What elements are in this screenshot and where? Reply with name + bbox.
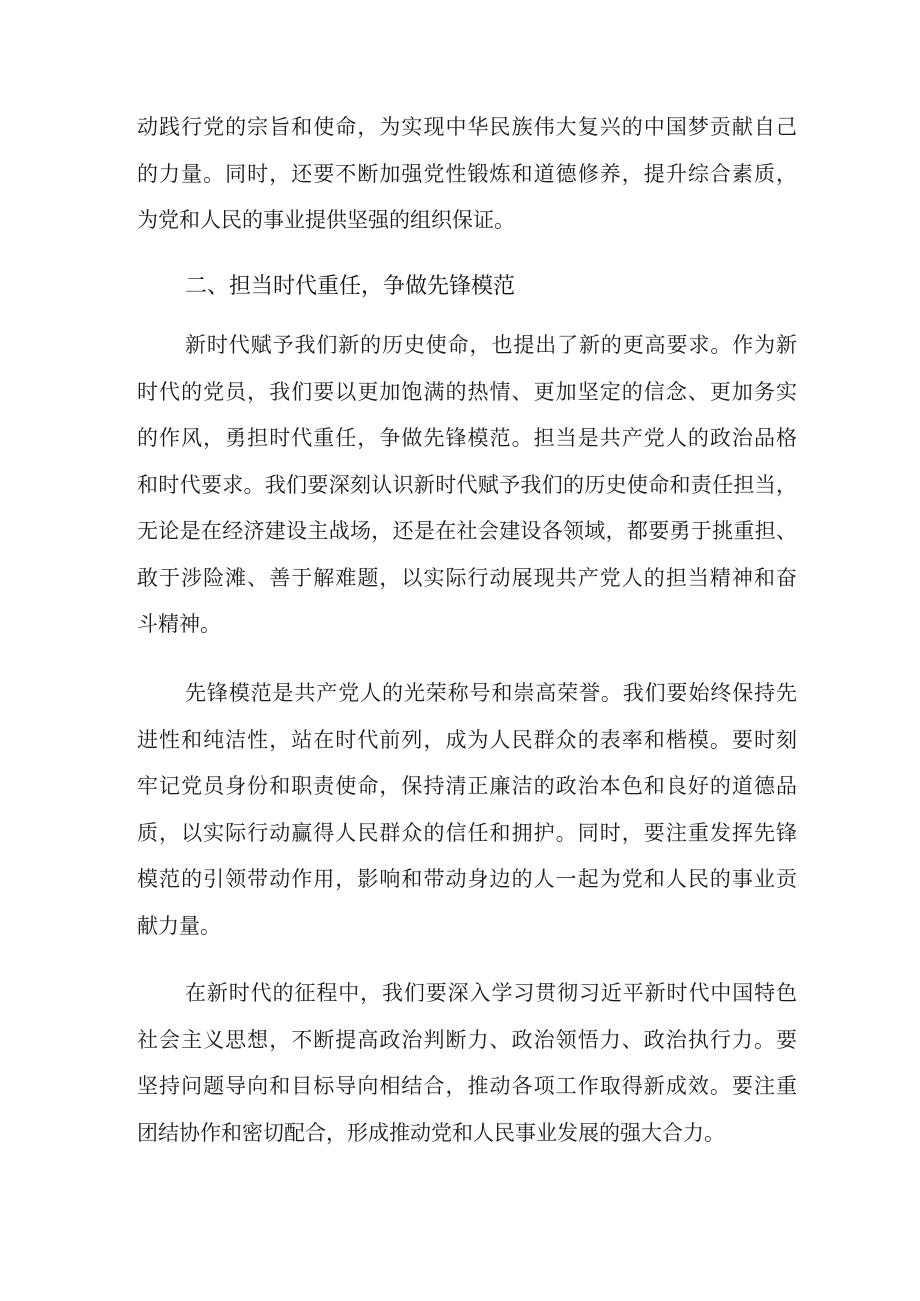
- paragraph-line: 牢记党员身份和职责使命，保持清正廉洁的政治本色和良好的道德品: [137, 774, 797, 798]
- paragraph-line: 社会主义思想，不断提高政治判断力、政治领悟力、政治执行力。要: [137, 1027, 797, 1052]
- paragraph-line: 献力量。: [137, 913, 221, 938]
- paragraph-line: 进性和纯洁性，站在时代前列，成为人民群众的表率和楷模。要时刻: [137, 727, 797, 752]
- paragraph-line: 坚持问题导向和目标导向相结合，推动各项工作取得新成效。要注重: [137, 1074, 797, 1098]
- paragraph-line: 敢于涉险滩、善于解难题，以实际行动展现共产党人的担当精神和奋: [137, 565, 797, 590]
- paragraph-line: 的力量。同时，还要不断加强党性锻炼和道德修养，提升综合素质，: [137, 161, 797, 186]
- paragraph-line: 和时代要求。我们要深刻认识新时代赋予我们的历史使命和责任担当，: [137, 472, 797, 497]
- paragraph-line: 斗精神。: [137, 612, 221, 636]
- paragraph-line: 新时代赋予我们新的历史使命，也提出了新的更高要求。作为新: [185, 333, 797, 357]
- paragraph-line: 为党和人民的事业提供坚强的组织保证。: [137, 208, 515, 232]
- paragraph-1: [137, 322, 797, 648]
- paragraph-line: 先锋模范是共产党人的光荣称号和崇高荣誉。我们要始终保持先: [185, 681, 797, 705]
- paragraph-line: 的作风，勇担时代重任，争做先锋模范。担当是共产党人的政治品格: [137, 426, 797, 450]
- paragraph-line: 无论是在经济建设主战场，还是在社会建设各领域，都要勇于挑重担、: [137, 519, 797, 543]
- paragraph-line: 模范的引领带动作用，影响和带动身边的人一起为党和人民的事业贡: [137, 867, 797, 891]
- paragraph-line: 团结协作和密切配合，形成推动党和人民事业发展的强大合力。: [137, 1120, 725, 1145]
- paragraph-line: 在新时代的征程中，我们要深入学习贯彻习近平新时代中国特色: [185, 981, 797, 1005]
- paragraph-3: [137, 970, 797, 1156]
- paragraph-2: [137, 670, 797, 949]
- intro-paragraph: [137, 104, 797, 244]
- paragraph-line: 动践行党的宗旨和使命，为实现中华民族伟大复兴的中国梦贡献自己: [137, 115, 797, 139]
- paragraph-line: 质，以实际行动赢得人民群众的信任和拥护。同时，要注重发挥先锋: [137, 820, 797, 845]
- section-heading: 二、担当时代重任，争做先锋模范: [185, 274, 516, 299]
- paragraph-line: 时代的党员，我们要以更加饱满的热情、更加坚定的信念、更加务实: [137, 379, 797, 404]
